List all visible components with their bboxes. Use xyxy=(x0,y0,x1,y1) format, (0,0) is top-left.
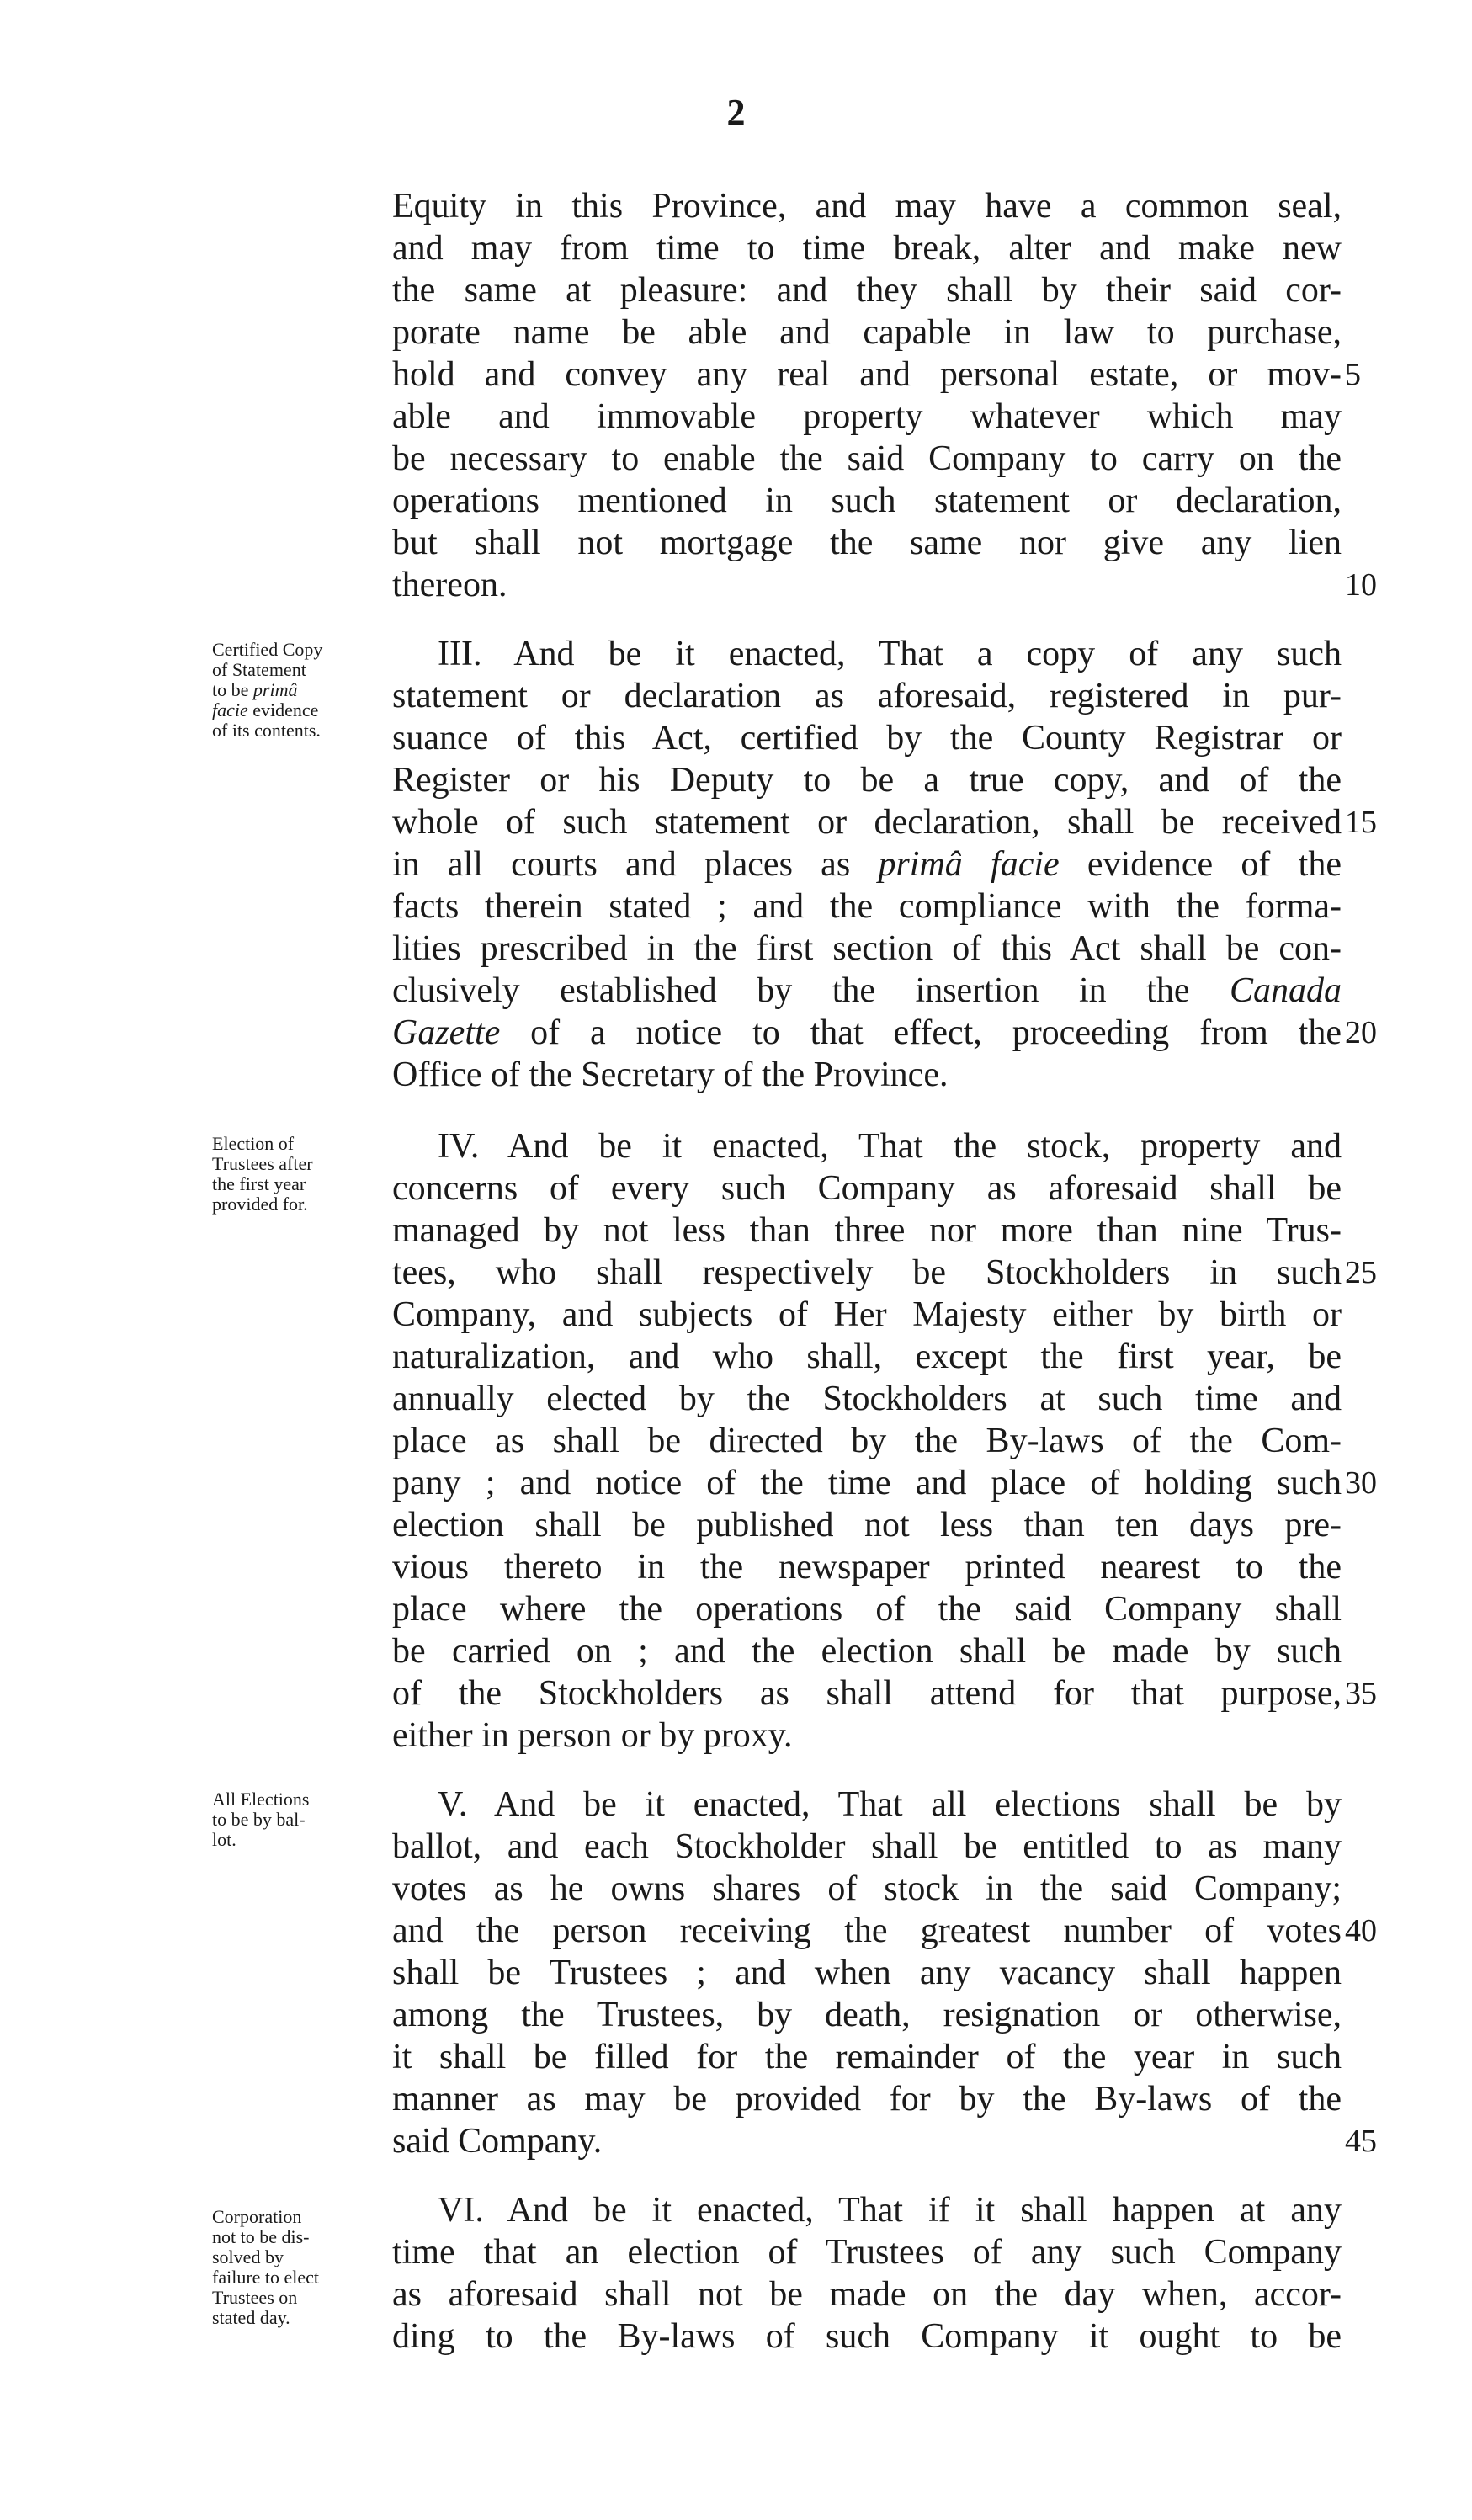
text-line: clusively established by the insertion in the Canada xyxy=(392,971,1342,1010)
text-line: shall be Trustees ; and when any vacancy shall happen xyxy=(392,1954,1342,1992)
text-line: thereon. xyxy=(392,566,507,604)
text-line: able and immovable property whatever which may xyxy=(392,397,1342,436)
page-number: 2 xyxy=(726,92,746,133)
text-line: it shall be filled for the remainder of the year in such xyxy=(392,2038,1342,2076)
text-line: but shall not mortgage the same nor give any lien xyxy=(392,524,1342,562)
text-line: concerns of every such Company as aforesaid shall be xyxy=(392,1169,1342,1208)
text-line: in all courts and places as primâ facie evidence of the xyxy=(392,845,1342,884)
text-line: Equity in this Province, and may have a common seal, xyxy=(392,187,1342,226)
line-number: 25 xyxy=(1345,1255,1377,1290)
text-line: place as shall be directed by the By-laws of the Com- xyxy=(392,1422,1342,1460)
text-line: whole of such statement or declaration, shall be received xyxy=(392,803,1342,842)
text-line: and the person receiving the greatest number of votes xyxy=(392,1911,1342,1950)
text-line: statement or declaration as aforesaid, registered in pur- xyxy=(392,677,1342,715)
text-line: facts therein stated ; and the compliance with the forma- xyxy=(392,887,1342,926)
text-line: suance of this Act, certified by the County Registrar or xyxy=(392,719,1342,758)
text-line: naturalization, and who shall, except the first year, be xyxy=(392,1337,1342,1376)
line-number: 30 xyxy=(1345,1465,1377,1501)
text-line: said Company. xyxy=(392,2122,603,2161)
text-line: tees, who shall respectively be Stockholders in such xyxy=(392,1253,1342,1292)
text-line: hold and convey any real and personal estate, or mov- xyxy=(392,355,1342,394)
line-number: 40 xyxy=(1345,1913,1377,1948)
line-number: 15 xyxy=(1345,805,1377,840)
text-line: Office of the Secretary of the Province. xyxy=(392,1055,949,1094)
text-line: time that an election of Trustees of any such Company xyxy=(392,2233,1342,2272)
text-line: lities prescribed in the first section of this Act shall be con- xyxy=(392,929,1342,968)
line-number: 10 xyxy=(1345,567,1377,603)
text-line: V. And be it enacted, That all elections shall be by xyxy=(438,1785,1342,1824)
margin-note: Certified Copy of Statement to be primâ facie evidence of its contents. xyxy=(212,639,323,741)
text-line: election shall be published not less than ten days pre- xyxy=(392,1506,1342,1544)
text-line: ballot, and each Stockholder shall be entitled to as many xyxy=(392,1827,1342,1866)
line-number: 20 xyxy=(1345,1015,1377,1050)
margin-note: Corporation not to be dis- solved by failure to elect Trustees on stated day. xyxy=(212,2206,320,2328)
text-line: among the Trustees, by death, resignation or otherwise, xyxy=(392,1996,1342,2034)
text-line: operations mentioned in such statement or declaration, xyxy=(392,481,1342,520)
text-line: of the Stockholders as shall attend for that purpose, xyxy=(392,1674,1342,1713)
line-number: 45 xyxy=(1345,2124,1377,2159)
text-line: VI. And be it enacted, That if it shall happen at any xyxy=(438,2191,1342,2230)
margin-note: Election of Trustees after the first year provided for. xyxy=(212,1133,313,1215)
text-line: annually elected by the Stockholders at such time and xyxy=(392,1380,1342,1418)
text-line: Company, and subjects of Her Majesty either by birth or xyxy=(392,1295,1342,1334)
line-number: 5 xyxy=(1345,357,1361,392)
text-line: managed by not less than three nor more than nine Trus- xyxy=(392,1211,1342,1250)
margin-note: All Elections to be by bal- lot. xyxy=(212,1789,310,1850)
line-number: 35 xyxy=(1345,1676,1377,1711)
text-line: manner as may be provided for by the By-laws of the xyxy=(392,2080,1342,2119)
text-line: be necessary to enable the said Company to carry on the xyxy=(392,439,1342,478)
text-line: and may from time to time break, alter and make new xyxy=(392,229,1342,268)
text-line: votes as he owns shares of stock in the said Company; xyxy=(392,1869,1342,1908)
text-line: IV. And be it enacted, That the stock, property and xyxy=(438,1127,1342,1166)
text-line: the same at pleasure: and they shall by their said cor- xyxy=(392,271,1342,310)
text-line: place where the operations of the said Company shall xyxy=(392,1590,1342,1629)
text-line: Gazette of a notice to that effect, proceeding from the xyxy=(392,1013,1342,1052)
text-line: either in person or by proxy. xyxy=(392,1716,793,1755)
text-line: Register or his Deputy to be a true copy, and of the xyxy=(392,761,1342,800)
text-line: pany ; and notice of the time and place of holding such xyxy=(392,1464,1342,1502)
text-line: III. And be it enacted, That a copy of any such xyxy=(438,635,1342,673)
text-line: be carried on ; and the election shall be made by such xyxy=(392,1632,1342,1671)
text-line: as aforesaid shall not be made on the day when, accor- xyxy=(392,2275,1342,2314)
text-line: ding to the By-laws of such Company it ought to be xyxy=(392,2317,1342,2356)
text-line: porate name be able and capable in law to purchase, xyxy=(392,313,1342,352)
text-line: vious thereto in the newspaper printed nearest to the xyxy=(392,1548,1342,1587)
